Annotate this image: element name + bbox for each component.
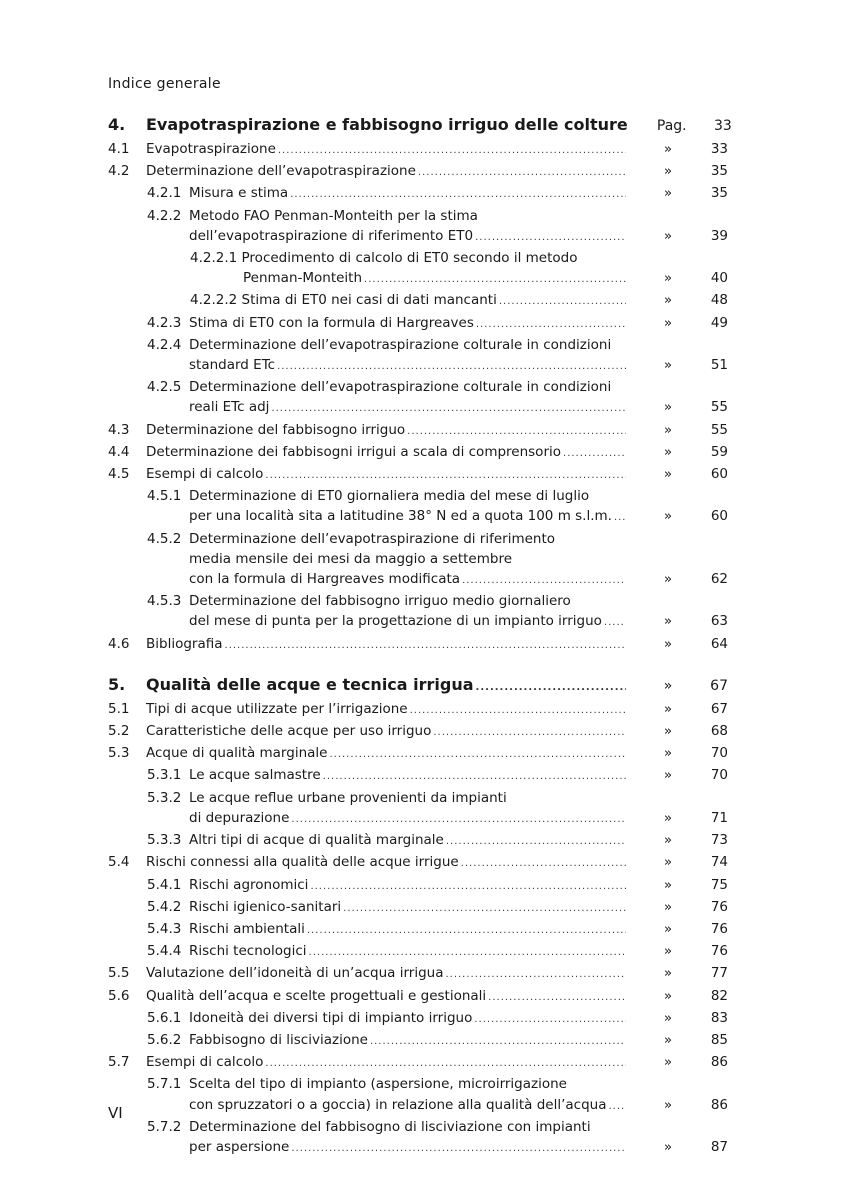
- page-marker: »: [663, 745, 673, 762]
- leader-dots: [271, 399, 626, 419]
- page-ref: 63: [710, 613, 728, 630]
- toc-entry: [106, 852, 728, 874]
- leader-dots: [488, 988, 626, 1008]
- leader-dots: [474, 1010, 626, 1030]
- toc-entry-number: 4.5.2: [147, 530, 182, 547]
- leader-dots: [614, 508, 626, 528]
- page-ref: 48: [710, 292, 728, 309]
- toc-entry-title: del mese di punta per la progettazione di un impianto irriguo: [189, 613, 602, 630]
- leader-dots: [225, 636, 626, 656]
- toc-entry: [106, 377, 728, 419]
- toc-entry-title: Scelta del tipo di impianto (aspersione, microirrigazione: [189, 1076, 567, 1093]
- toc-entry: [106, 674, 728, 699]
- toc-entry-number: 5.4.2: [147, 898, 182, 915]
- leader-dots: [323, 767, 626, 787]
- page-ref: 76: [710, 943, 728, 960]
- page-ref: 67: [710, 700, 728, 717]
- toc-entry-title: media mensile dei mesi da maggio a settembre: [189, 550, 513, 567]
- page-ref: 73: [710, 832, 728, 849]
- toc-entry-title: Determinazione dell’evapotraspirazione colturale in condizioni: [189, 336, 612, 353]
- toc-entry-title: Rischi agronomici: [189, 876, 309, 893]
- toc-entry-number: 5.7: [108, 1054, 130, 1071]
- toc-entry: [106, 1074, 728, 1116]
- leader-dots: [418, 163, 626, 183]
- toc-entry-title: Metodo FAO Penman-Monteith per la stima: [189, 207, 478, 224]
- leader-dots: [291, 810, 626, 830]
- page-marker: Pag.: [656, 118, 687, 134]
- toc-entry-number: 5.4.1: [147, 876, 182, 893]
- toc-entry-title: con spruzzatori o a goccia) in relazione alla qualità dell’acqua: [189, 1096, 607, 1113]
- page-marker: »: [663, 314, 673, 331]
- toc-entry-title: Rischi ambientali: [189, 920, 305, 937]
- page-ref: 35: [710, 185, 728, 202]
- leader-dots: [410, 701, 626, 721]
- page-ref: 59: [710, 443, 728, 460]
- page-marker: »: [663, 809, 673, 826]
- toc-entry-title: Rischi igienico-sanitari: [189, 898, 342, 915]
- page-marker: »: [663, 1009, 673, 1026]
- toc-entry: [106, 699, 728, 721]
- toc-entry-number: 4.2.3: [147, 314, 182, 331]
- page-ref: 83: [710, 1009, 728, 1026]
- toc-entry: [106, 591, 728, 633]
- toc-entry-number: 5.1: [108, 700, 130, 717]
- toc-entry-number: 5.3.3: [147, 832, 182, 849]
- leader-dots: [499, 292, 626, 312]
- toc-entry-number: 4.2.2: [147, 207, 182, 224]
- leader-dots: [609, 1097, 627, 1117]
- page-marker: »: [663, 677, 673, 694]
- toc-entry: [106, 897, 728, 919]
- page-ref: 33: [713, 118, 732, 134]
- leader-dots: [310, 877, 626, 897]
- toc-entry-title: Stima di ET0 con la formula di Hargreaves: [189, 314, 474, 331]
- toc-entry-number: 5.6.2: [147, 1031, 182, 1048]
- page-ref: 68: [710, 723, 728, 740]
- toc-entry-number: 5.7.2: [147, 1118, 182, 1135]
- toc-entry-title: 4.2.2.2 Stima di ET0 nei casi di dati mancanti: [190, 292, 497, 309]
- page-marker: »: [663, 700, 673, 717]
- page-marker: »: [663, 163, 673, 180]
- toc-entry-number: 4.4: [108, 443, 130, 460]
- toc-entry-number: 4.5.3: [147, 593, 182, 610]
- toc-entry-title: Rischi tecnologici: [189, 943, 307, 960]
- page-marker: »: [663, 876, 673, 893]
- leader-dots: [433, 723, 626, 743]
- toc-entry-number: 5.5: [108, 965, 130, 982]
- toc-entry: [106, 788, 728, 830]
- toc-entry: [106, 941, 728, 963]
- toc-entry: [106, 139, 728, 161]
- toc-entry-number: 5.6: [108, 987, 130, 1004]
- toc-entry-title: Idoneità dei diversi tipi di impianto irriguo: [189, 1009, 473, 1026]
- toc-entry-title: Caratteristiche delle acque per uso irriguo: [146, 723, 432, 740]
- page-ref: 74: [710, 854, 728, 871]
- toc-entry: [106, 634, 728, 656]
- toc-entry: [106, 335, 728, 377]
- toc-entry: [106, 290, 728, 312]
- page-marker: »: [663, 292, 673, 309]
- page-ref: 77: [710, 965, 728, 982]
- page-ref: 86: [710, 1096, 728, 1113]
- page-ref: 70: [710, 745, 728, 762]
- toc-entry-number: 4.5: [108, 466, 130, 483]
- toc-entry-number: 4.2.5: [147, 379, 182, 396]
- page-ref: 49: [710, 314, 728, 331]
- toc-entry: [106, 486, 728, 528]
- toc-entry-number: 4.6: [108, 635, 130, 652]
- page-marker: »: [663, 508, 673, 525]
- page-ref: 85: [710, 1031, 728, 1048]
- page-ref: 55: [710, 399, 728, 416]
- toc-entry-title: per aspersione: [189, 1138, 290, 1155]
- leader-dots: [329, 745, 626, 765]
- page-ref: 60: [710, 466, 728, 483]
- page-marker: »: [663, 1054, 673, 1071]
- toc-entry-title: Determinazione dell’evapotraspirazione colturale in condizioni: [189, 379, 612, 396]
- page-ref: 55: [710, 421, 728, 438]
- toc-entry-title: standard ETc: [189, 357, 276, 374]
- page-marker: »: [663, 357, 673, 374]
- page-marker: »: [663, 854, 673, 871]
- toc-entry-number: 5.7.1: [147, 1076, 182, 1093]
- toc-entry: [106, 875, 728, 897]
- toc-entry-title: Fabbisogno di lisciviazione: [189, 1031, 368, 1048]
- toc-entry: [106, 963, 728, 985]
- toc-entry: [106, 464, 728, 486]
- toc-entry: [106, 206, 728, 248]
- page-marker: »: [663, 421, 673, 438]
- page-ref: 33: [710, 141, 728, 157]
- page-ref: 75: [710, 876, 728, 893]
- toc-entry-number: 4.3: [108, 421, 130, 438]
- leader-dots: [277, 357, 626, 377]
- leader-dots: [290, 185, 626, 205]
- toc-entry: [106, 1030, 728, 1052]
- page-ref: 62: [710, 571, 728, 588]
- page-marker: »: [663, 832, 673, 849]
- toc-entry-title: Qualità dell’acqua e scelte progettuali e gestionali: [146, 987, 487, 1004]
- toc-entry: [106, 114, 732, 139]
- page-marker: »: [663, 270, 673, 287]
- page-ref: 87: [710, 1138, 728, 1155]
- running-head: Indice generale: [108, 76, 221, 92]
- toc-entry: [106, 248, 728, 290]
- page-marker: »: [663, 635, 673, 652]
- toc-entry-title: Le acque reflue urbane provenienti da impianti: [189, 789, 507, 806]
- leader-dots: [343, 899, 626, 919]
- toc-entry-title: di depurazione: [189, 809, 290, 826]
- page-marker: »: [663, 767, 673, 784]
- page-number: VI: [108, 1104, 123, 1122]
- toc-entry-number: 5.: [108, 674, 126, 694]
- page-ref: 76: [710, 898, 728, 915]
- page-ref: 67: [710, 677, 728, 694]
- page-marker: »: [663, 943, 673, 960]
- page-marker: »: [663, 399, 673, 416]
- toc-entry-title: Determinazione dell’evapotraspirazione di riferimento: [189, 530, 556, 547]
- leader-dots: [291, 1139, 626, 1159]
- toc-entry-number: 4.2.4: [147, 336, 182, 353]
- leader-dots: [476, 315, 626, 335]
- leader-dots: [309, 943, 626, 963]
- page-ref: 76: [710, 920, 728, 937]
- toc-entry: [106, 183, 728, 205]
- toc-entry-title: Determinazione dell’evapotraspirazione: [146, 163, 416, 180]
- toc-entry-number: 5.6.1: [147, 1009, 182, 1026]
- toc-entry-number: 4.5.1: [147, 488, 182, 505]
- page-marker: »: [663, 185, 673, 202]
- toc-entry: [106, 442, 728, 464]
- page-marker: »: [663, 723, 673, 740]
- leader-dots: [407, 422, 626, 442]
- toc-entry: [106, 721, 728, 743]
- leader-dots: [307, 921, 626, 941]
- toc-entry-title: 4.2.2.1 Procedimento di calcolo di ET0 secondo il metodo: [190, 250, 578, 267]
- page-ref: 82: [710, 987, 728, 1004]
- leader-dots: [462, 571, 626, 591]
- leader-dots: [364, 270, 626, 290]
- toc-entry-number: 4.2: [108, 163, 130, 180]
- toc-entry-number: 4.1: [108, 141, 130, 157]
- leader-dots: [461, 854, 626, 874]
- toc-entry-number: 5.2: [108, 723, 130, 740]
- toc-entry-number: 5.4.4: [147, 943, 182, 960]
- toc-entry-title: Esempi di calcolo: [146, 466, 264, 483]
- toc-entry: [106, 743, 728, 765]
- page-marker: »: [663, 965, 673, 982]
- page-marker: »: [663, 443, 673, 460]
- leader-dots: [265, 1054, 626, 1074]
- page-marker: »: [663, 1031, 673, 1048]
- page-marker: »: [663, 1138, 673, 1155]
- toc-entry-title: Determinazione del fabbisogno irriguo: [146, 421, 406, 438]
- toc-entry-title: Altri tipi di acque di qualità marginale: [189, 832, 444, 849]
- toc-entry-title: dell’evapotraspirazione di riferimento ET0: [189, 227, 474, 244]
- toc-entry-title: Misura e stima: [189, 185, 289, 202]
- page-ref: 40: [710, 270, 728, 287]
- toc-entry-title: Tipi di acque utilizzate per l’irrigazione: [146, 700, 408, 717]
- toc-entry: [106, 765, 728, 787]
- page-marker: »: [663, 141, 673, 157]
- toc-entry-title: Qualità delle acque e tecnica irrigua: [146, 674, 474, 694]
- page-ref: 60: [710, 508, 728, 525]
- toc-entry: [106, 986, 728, 1008]
- toc-entry-title: reali ETc adj: [189, 399, 270, 416]
- toc-entry-number: 5.3: [108, 745, 130, 762]
- toc-entry: [106, 420, 728, 442]
- leader-dots: [476, 677, 626, 699]
- page-ref: 64: [710, 635, 728, 652]
- page-ref: 71: [710, 809, 728, 826]
- toc-entry-title: Penman-Monteith: [243, 270, 363, 287]
- toc-entry-title: Esempi di calcolo: [146, 1054, 264, 1071]
- page-ref: 51: [710, 357, 728, 374]
- page-marker: »: [663, 920, 673, 937]
- page-marker: »: [663, 1096, 673, 1113]
- page-marker: »: [663, 987, 673, 1004]
- toc-entry: [106, 919, 728, 941]
- toc-entry-title: Determinazione di ET0 giornaliera media del mese di luglio: [189, 488, 590, 505]
- toc-entry-title: con la formula di Hargreaves modificata: [189, 571, 461, 588]
- leader-dots: [445, 965, 626, 985]
- page-ref: 39: [710, 227, 728, 244]
- toc-entry-title: Evapotraspirazione e fabbisogno irriguo delle colture: [146, 115, 628, 134]
- table-of-contents: [106, 114, 732, 1159]
- page-marker: »: [663, 898, 673, 915]
- toc-entry-title: Valutazione dell’idoneità di un’acqua irrigua: [146, 965, 444, 982]
- leader-dots: [475, 228, 626, 248]
- toc-entry: [106, 529, 728, 592]
- toc-entry: [106, 1117, 728, 1159]
- toc-entry-title: Acque di qualità marginale: [146, 745, 328, 762]
- page-marker: »: [663, 613, 673, 630]
- toc-entry: [106, 161, 728, 183]
- leader-dots: [265, 466, 626, 486]
- page-marker: »: [663, 466, 673, 483]
- toc-entry-number: 5.3.1: [147, 767, 182, 784]
- leader-dots: [278, 141, 626, 161]
- toc-entry-number: 5.3.2: [147, 789, 182, 806]
- toc-entry-number: 4.2.1: [147, 185, 182, 202]
- toc-entry-number: 5.4.3: [147, 920, 182, 937]
- leader-dots: [370, 1032, 626, 1052]
- page-marker: »: [663, 571, 673, 588]
- page-ref: 86: [710, 1054, 728, 1071]
- toc-entry: [106, 1008, 728, 1030]
- toc-entry-title: Determinazione del fabbisogno irriguo medio giornaliero: [189, 593, 571, 610]
- leader-dots: [604, 613, 626, 633]
- toc-entry: [106, 313, 728, 335]
- toc-entry-title: Evapotraspirazione: [146, 141, 276, 157]
- toc-entry-title: Rischi connessi alla qualità delle acque irrigue: [146, 854, 459, 871]
- toc-entry-number: 5.4: [108, 854, 130, 871]
- toc-entry-title: per una località sita a latitudine 38° N ed a quota 100 m s.l.m.: [189, 508, 612, 525]
- toc-entry-number: 4.: [108, 115, 126, 134]
- toc-entry-title: Determinazione del fabbisogno di lisciviazione con impianti: [189, 1118, 591, 1135]
- toc-entry-title: Bibliografia: [146, 635, 223, 652]
- page-ref: 70: [710, 767, 728, 784]
- leader-dots: [446, 832, 626, 852]
- toc-entry-title: Le acque salmastre: [189, 767, 321, 784]
- page-ref: 35: [710, 163, 728, 180]
- toc-entry: [106, 830, 728, 852]
- toc-entry: [106, 1052, 728, 1074]
- toc-entry-title: Determinazione dei fabbisogni irrigui a scala di comprensorio: [146, 443, 562, 460]
- leader-dots: [563, 444, 626, 464]
- page-marker: »: [663, 227, 673, 244]
